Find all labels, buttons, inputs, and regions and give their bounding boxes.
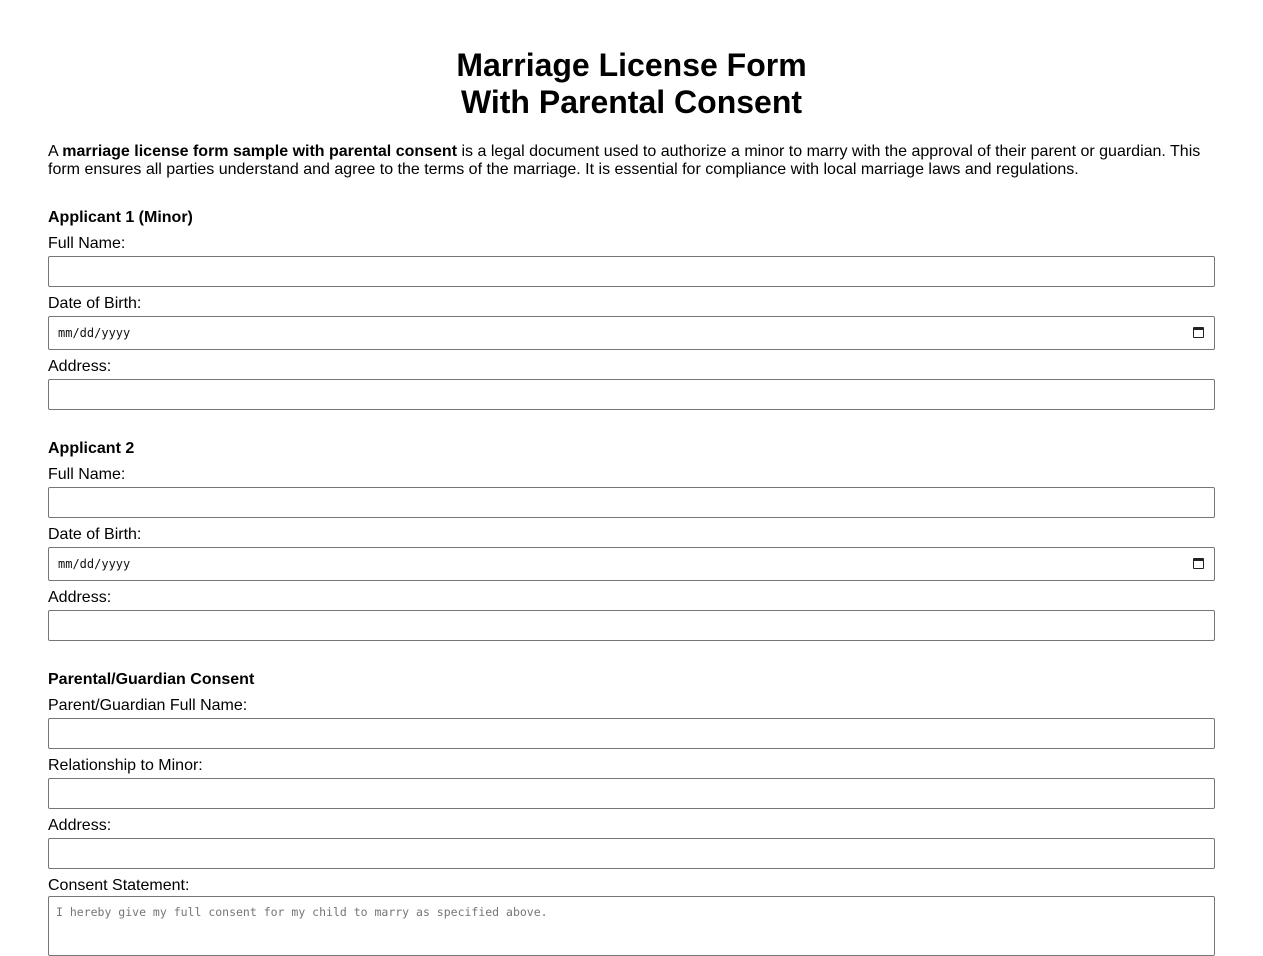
applicant1-full-name-input[interactable] <box>48 256 1215 287</box>
consent-statement-placeholder: I hereby give my full consent for my child to marry as specified above. <box>56 905 548 919</box>
applicant2-full-name-label: Full Name: <box>48 466 126 483</box>
applicant2-dob-placeholder: mm/dd/yyyy <box>58 557 131 571</box>
relationship-input[interactable] <box>48 778 1215 809</box>
consent-statement-label: Consent Statement: <box>48 877 190 894</box>
parent-name-input[interactable] <box>48 718 1215 749</box>
applicant2-dob-label: Date of Birth: <box>48 526 142 543</box>
applicant2-address-label: Address: <box>48 589 112 606</box>
title-line-2: With Parental Consent <box>460 84 803 120</box>
calendar-icon[interactable] <box>1193 558 1204 569</box>
consent-statement-textarea[interactable] <box>48 896 1215 956</box>
applicant1-heading: Applicant 1 (Minor) <box>48 209 193 226</box>
consent-address-label: Address: <box>48 817 112 834</box>
applicant1-address-label: Address: <box>48 358 112 375</box>
consent-heading: Parental/Guardian Consent <box>48 671 255 688</box>
applicant2-heading: Applicant 2 <box>48 440 135 457</box>
parent-name-label: Parent/Guardian Full Name: <box>48 697 248 714</box>
applicant1-address-input[interactable] <box>48 379 1215 410</box>
intro-paragraph <box>48 143 1215 179</box>
applicant2-dob-input[interactable] <box>48 547 1215 581</box>
relationship-label: Relationship to Minor: <box>48 757 203 774</box>
applicant1-full-name-label: Full Name: <box>48 235 126 252</box>
intro-lead: A <box>48 143 63 160</box>
consent-address-input[interactable] <box>48 838 1215 869</box>
applicant2-full-name-input[interactable] <box>48 487 1215 518</box>
calendar-icon[interactable] <box>1193 327 1204 338</box>
applicant1-dob-placeholder: mm/dd/yyyy <box>58 326 131 340</box>
intro-rest: is a legal document used to authorize a minor to marry with the approval of their parent or guardian. This form ensures all parties understand and agree to the terms of the marriage. It is essential for compliance with local marriage laws and regulations. <box>48 143 1201 178</box>
applicant2-address-input[interactable] <box>48 610 1215 641</box>
applicant1-dob-label: Date of Birth: <box>48 295 142 312</box>
intro-bold: marriage license form sample with parental consent <box>62 143 458 160</box>
title-line-1: Marriage License Form <box>456 47 807 83</box>
applicant1-dob-input[interactable] <box>48 316 1215 350</box>
page-title <box>48 0 1215 121</box>
